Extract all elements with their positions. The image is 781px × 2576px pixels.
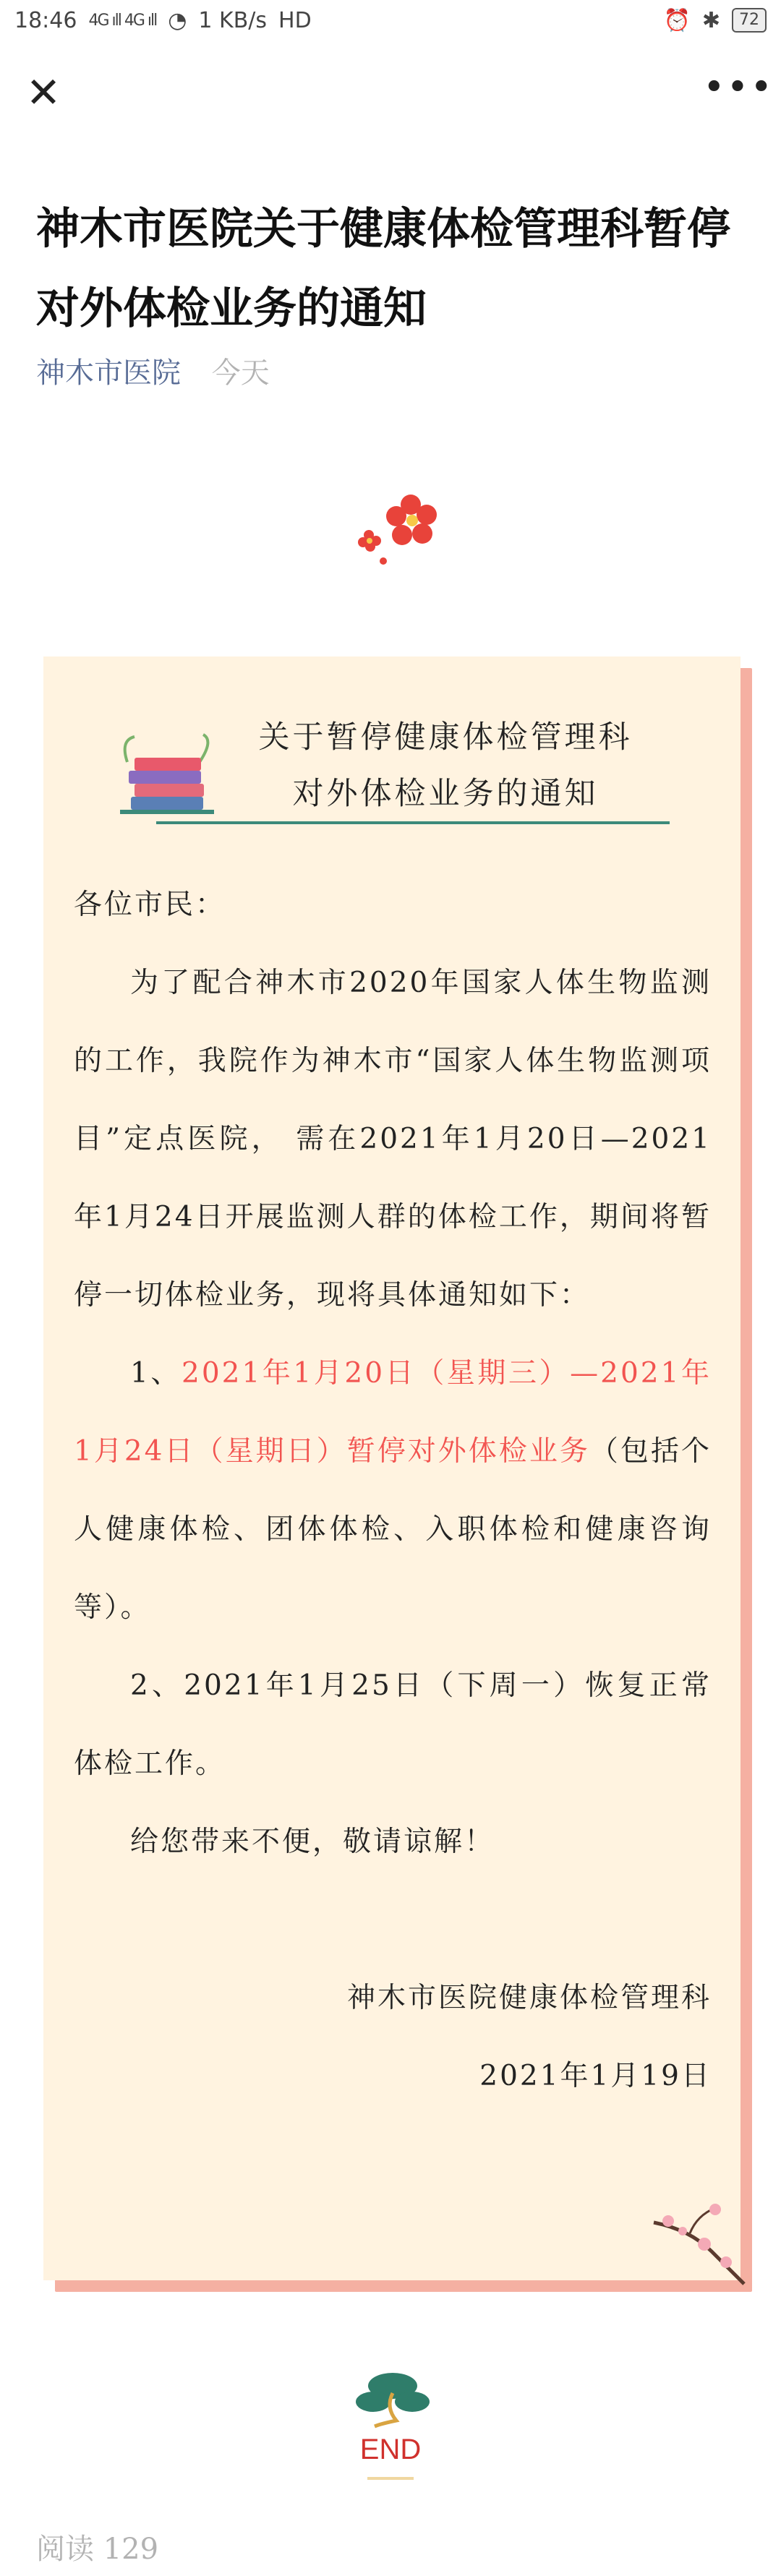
spacer: [74, 1881, 712, 1959]
status-time: 18:46: [14, 7, 77, 33]
more-options-button[interactable]: •••: [703, 66, 774, 109]
bluetooth-icon: ✱: [701, 7, 720, 33]
greeting: 各位市民：: [74, 889, 226, 921]
heading-underline: [156, 821, 670, 824]
hd-icon: HD: [278, 7, 312, 33]
notice-card: [43, 656, 741, 2280]
card-heading: [113, 713, 670, 843]
item-1: [74, 1335, 712, 1647]
article-title: 神木市医院关于健康体检管理科暂停对外体检业务的通知: [36, 204, 730, 334]
network-speed: 1 KB/s: [198, 7, 268, 33]
end-underline: [367, 2477, 414, 2480]
notice-body: [74, 866, 712, 2115]
publish-date: 今天: [211, 356, 270, 390]
apology-text: 给您带来不便，敬请谅解！: [130, 1826, 495, 1858]
status-bar: [0, 0, 781, 40]
plum-flower-icon: [354, 483, 448, 570]
item-1-prefix: 1、: [130, 1357, 182, 1390]
battery-icon: 72: [732, 8, 767, 33]
plum-branch-icon: [646, 2201, 748, 2288]
signal-icon: 4G ıll 4G ıll: [88, 11, 157, 30]
read-count: 阅读 129: [36, 2533, 159, 2566]
signature: 神木市医院健康体检管理科: [346, 1982, 712, 2014]
paragraph-intro: 为了配合神木市2020年国家人体生物监测的工作，我院作为神木市“国家人体生物监测项目”定点医院， 需在2021年1月20日—2021年1月24日开展监测人群的体检工作，期间将暂停一切体检业务，现将具体通知如下：: [74, 967, 712, 1311]
wifi-icon: ◔: [168, 7, 187, 33]
item-1-rest: （包括个人健康体检、团体体检、入职体检和健康咨询等）。: [74, 1435, 712, 1624]
alarm-icon: ⏰: [663, 7, 691, 33]
article-meta: [36, 350, 270, 391]
item-2: 2、2021年1月25日（下周一）恢复正常体检工作。: [74, 1669, 712, 1780]
books-icon: [113, 733, 221, 820]
close-button[interactable]: ✕: [25, 68, 61, 117]
card-heading-line2: 对外体检业务的通知: [292, 776, 599, 812]
author-link[interactable]: 神木市医院: [36, 356, 181, 390]
end-label: END: [359, 2434, 422, 2465]
nav-bar: [0, 40, 781, 142]
item-1-highlight: 2021年1月20日（星期三）—2021年1月24日（星期日）暂停对外体检业务: [74, 1357, 712, 1468]
card-heading-line1: 关于暂停健康体检管理科: [258, 719, 633, 756]
sign-date: 2021年1月19日: [479, 2060, 712, 2092]
end-logo-icon: [353, 2364, 432, 2429]
